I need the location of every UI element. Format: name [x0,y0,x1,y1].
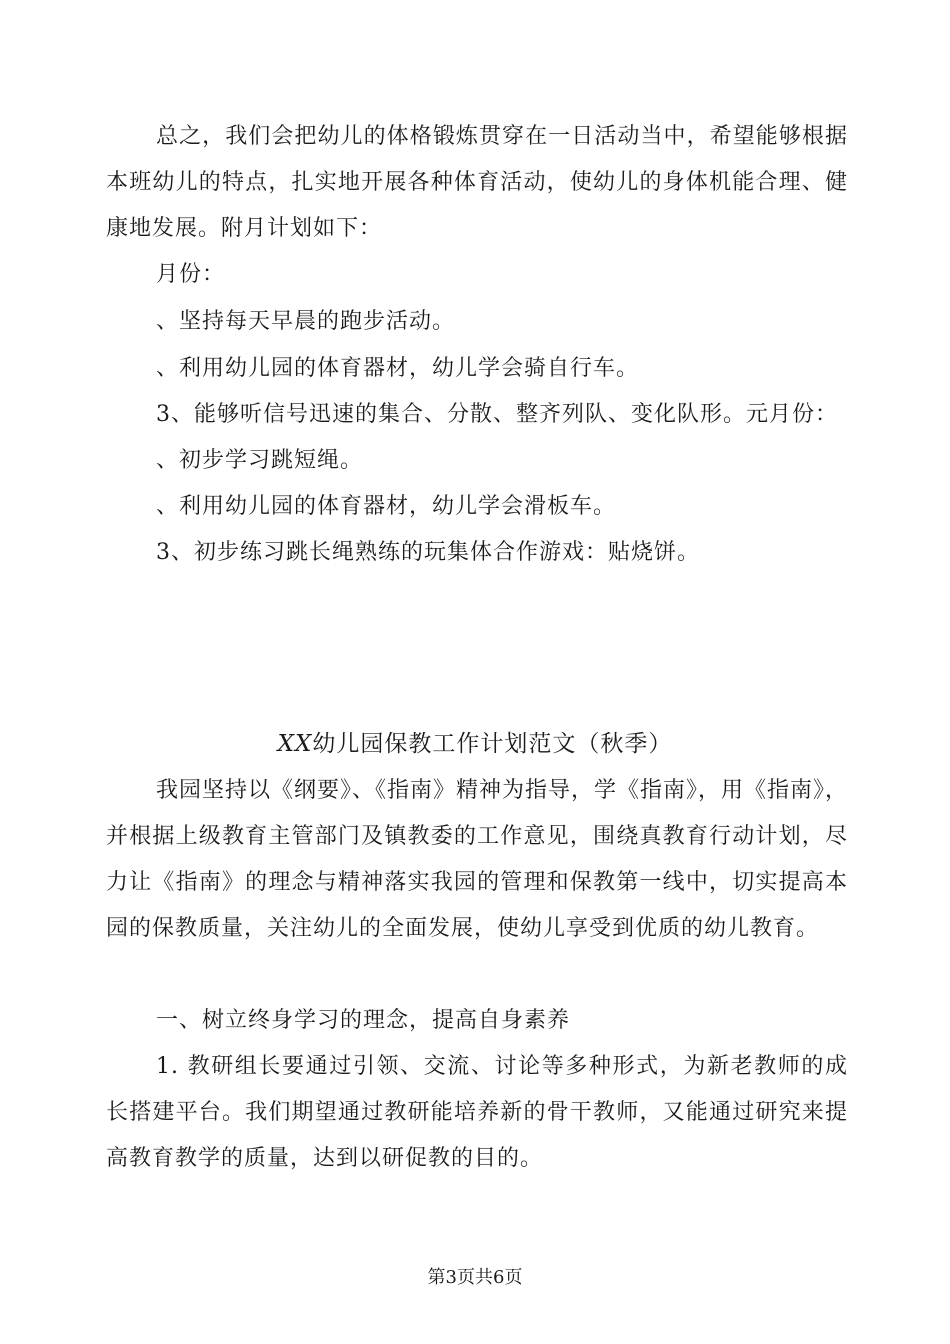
month-heading: 月份： [156,262,226,287]
plan-item-5: 、利用幼儿园的体育器材，幼儿学会滑板车。 [156,494,617,519]
title-text: 幼儿园保教工作计划范文（秋季） [312,731,673,757]
plan-item-3: 3、能够听信号迅速的集合、分散、整齐列队、变化队形。元月份： [156,402,838,427]
section-heading-1: 一、树立终身学习的理念，提高自身素养 [156,1008,571,1033]
document-title [0,724,950,764]
page-number-footer: 第3页共6页 [427,1267,523,1288]
plan-item-2: 、利用幼儿园的体育器材，幼儿学会骑自行车。 [156,356,640,381]
intro-paragraph: 我园坚持以《纲要》、《指南》精神为指导，学《指南》，用《指南》，并根据上级教育主管部门及镇教委的工作意见，围绕真教育行动计划，尽力让《指南》的理念与精神落实我园的管理和保教第一线中，切实提高本园的保教质量，关注幼儿的全面发展，使幼儿享受到优质的幼儿教育。 [106,778,849,941]
plan-item-4: 、初步学习跳短绳。 [156,448,364,473]
summary-paragraph: 总之，我们会把幼儿的体格锻炼贯穿在一日活动当中，希望能够根据本班幼儿的特点，扎实地开展各种体育活动，使幼儿的身体机能合理、健康地发展。附月计划如下： [106,124,848,241]
point-1-paragraph: 1. 教研组长要通过引领、交流、讨论等多种形式，为新老教师的成长搭建平台。我们期望通过教研能培养新的骨干教师，又能通过研究来提高教育教学的质量，达到以研促教的目的。 [106,1054,848,1171]
title-prefix: XX [277,731,313,757]
plan-item-1: 、坚持每天早晨的跑步活动。 [156,309,456,334]
plan-item-6: 3、初步练习跳长绳熟练的玩集体合作游戏：贴烧饼。 [156,540,700,565]
